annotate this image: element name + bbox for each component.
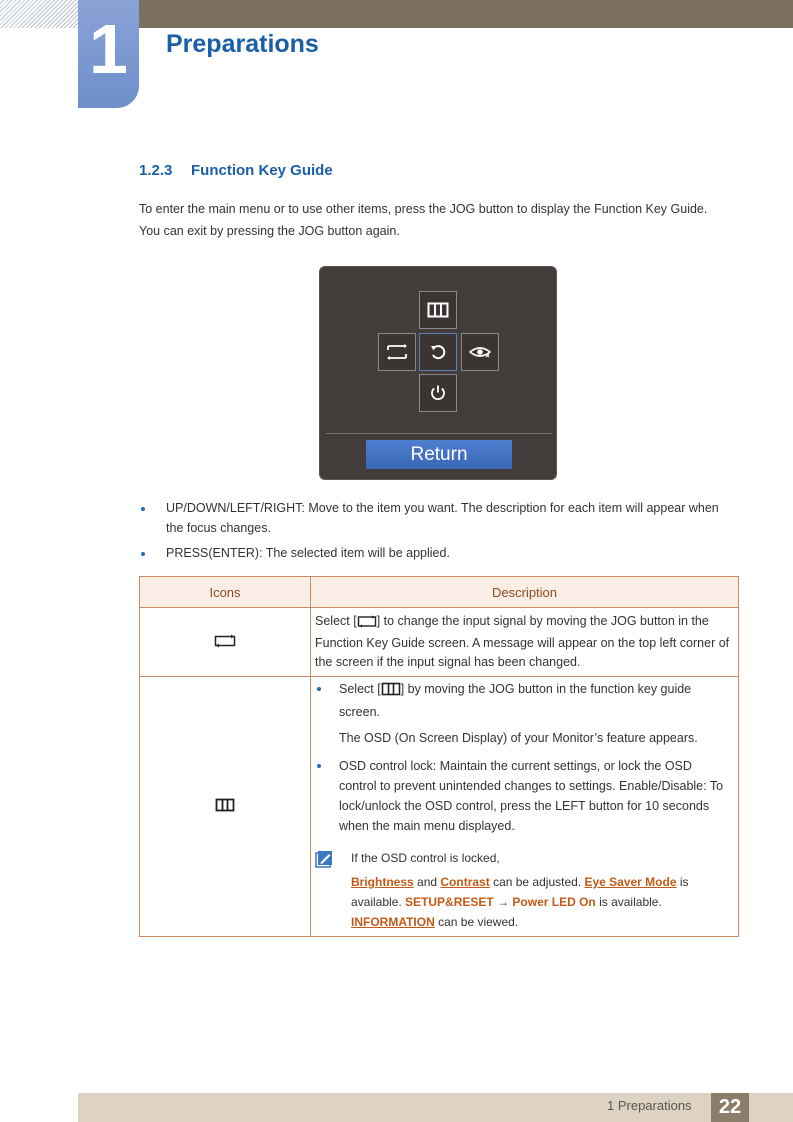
contrast-link[interactable]: Contrast: [440, 875, 490, 889]
source-icon: [214, 634, 236, 648]
setup-reset-label: SETUP&RESET: [405, 895, 494, 909]
source-icon: [385, 343, 409, 361]
eye-saver-link[interactable]: Eye Saver Mode: [584, 875, 677, 889]
section-heading: [139, 162, 333, 179]
return-button[interactable]: Return: [366, 440, 512, 469]
eye-saver-icon: [468, 344, 492, 360]
header-hatch-decoration: [0, 0, 78, 28]
table-row: [140, 677, 739, 937]
description-cell: [311, 677, 739, 937]
osd-divider: [326, 433, 552, 434]
note-icon: [315, 850, 335, 874]
select-prefix: Select [: [339, 682, 381, 696]
description-cell: [311, 608, 739, 677]
icon-cell: [140, 608, 311, 677]
row1-description: ] to change the input signal by moving the JOG button in the Function Key Guide screen. A message will appear on the top left corner of the screen if the input signal has been changed.: [315, 614, 730, 669]
chapter-title: Preparations: [166, 30, 319, 58]
note-line-1: If the OSD control is locked,: [351, 851, 500, 865]
osd-description: The OSD (On Screen Display) of your Monitor’s feature appears.: [339, 731, 698, 745]
note-text: can be adjusted.: [489, 875, 585, 889]
information-link[interactable]: INFORMATION: [351, 915, 435, 929]
navigation-bullets: [139, 498, 739, 568]
icon-cell: [140, 677, 311, 937]
eye-saver-key[interactable]: [461, 333, 499, 371]
arrow-glyph: →: [493, 895, 513, 909]
bullet-navigation: UP/DOWN/LEFT/RIGHT: Move to the item you want. The description for each item will appear when the focus changes.: [139, 498, 739, 538]
power-icon: [429, 384, 447, 402]
note-body: [351, 872, 732, 932]
menu-select-bullet: [315, 679, 732, 722]
table-row: [140, 608, 739, 677]
power-led-label: Power LED On: [512, 895, 596, 909]
header-bar: [78, 0, 793, 28]
bullet-press-enter: PRESS(ENTER): The selected item will be applied.: [139, 543, 739, 563]
function-key-table: [139, 576, 739, 937]
osd-lock-bullet: OSD control lock: Maintain the current settings, or lock the OSD control to prevent unintended changes to settings. Enable/Disable: To lock/unlock the OSD control, press the LEFT button for 10 seconds when the main menu displayed.: [315, 756, 732, 836]
source-icon: [357, 615, 377, 634]
brightness-link[interactable]: Brightness: [351, 875, 414, 889]
header-icons: Icons: [140, 577, 311, 608]
note-text: can be viewed.: [434, 915, 519, 929]
chapter-number: 1: [89, 10, 128, 88]
note-text: is available.: [351, 875, 689, 909]
note-text: and: [413, 875, 441, 889]
header-description: Description: [311, 577, 739, 608]
table-header-row: [140, 577, 739, 608]
source-key[interactable]: [378, 333, 416, 371]
intro-text: [139, 198, 739, 242]
select-prefix: Select [: [315, 614, 357, 628]
menu-icon: [215, 798, 235, 812]
section-title: Function Key Guide: [191, 162, 333, 179]
section-number: 1.2.3: [139, 162, 173, 179]
intro-line-1: To enter the main menu or to use other items, press the JOG button to display the Function Key Guide.: [139, 202, 708, 216]
intro-line-2: You can exit by pressing the JOG button again.: [139, 224, 400, 238]
return-key[interactable]: [419, 333, 457, 371]
footer-chapter-label: 1 Preparations: [607, 1098, 692, 1113]
menu-icon: [427, 302, 449, 318]
return-icon: [429, 343, 447, 361]
power-key[interactable]: [419, 374, 457, 412]
menu-key[interactable]: [419, 291, 457, 329]
osd-lock-note: [315, 848, 732, 932]
function-key-guide-screen: [319, 266, 557, 480]
note-text: is available.: [595, 895, 662, 909]
page-number: 22: [711, 1093, 749, 1122]
menu-select-text: ] by moving the JOG button in the function key guide screen.: [339, 682, 692, 719]
menu-icon: [381, 682, 401, 702]
